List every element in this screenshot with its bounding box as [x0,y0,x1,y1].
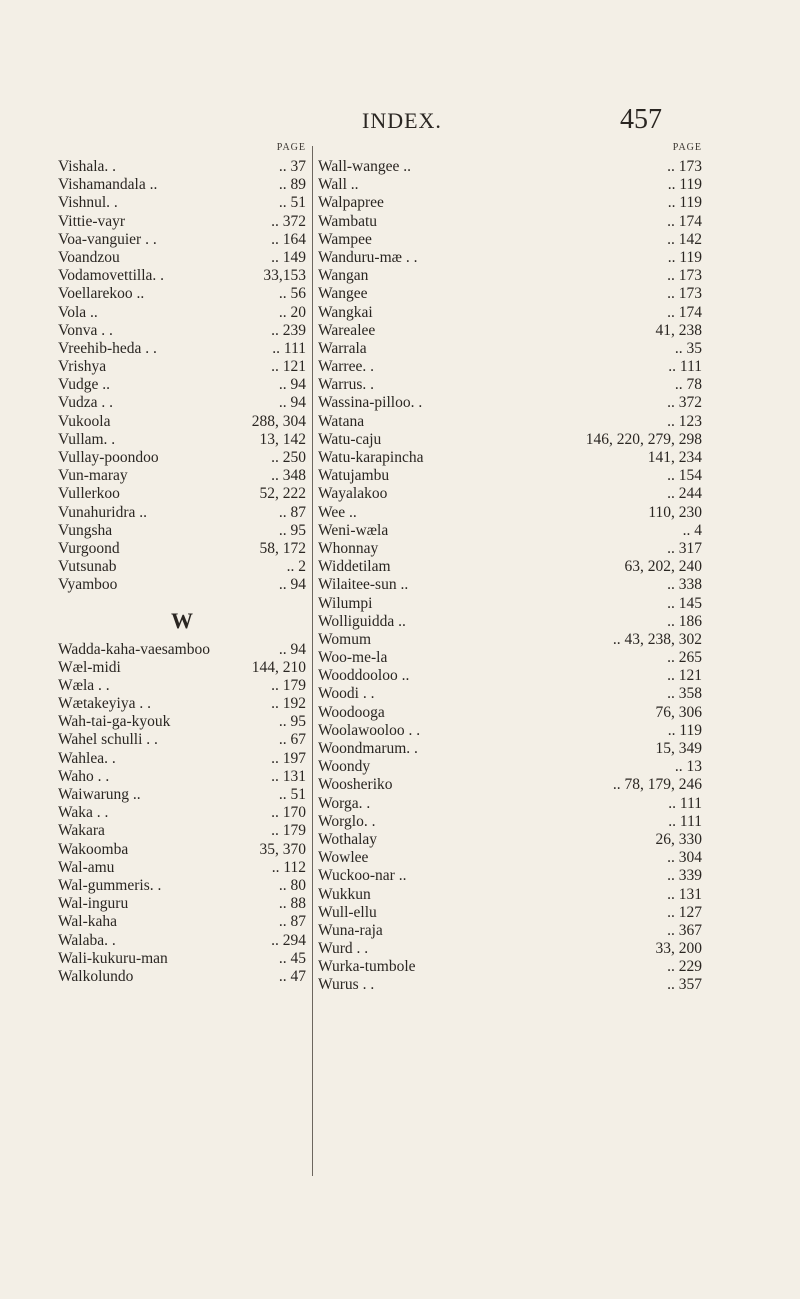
index-entry [318,904,702,922]
page-references: .. 348 [271,467,306,485]
page-references: .. 154 [667,467,702,485]
page-references: .. 170 [271,804,306,822]
index-entry [58,485,306,503]
index-entry [318,376,702,394]
index-entry [58,968,306,986]
index-entry [58,895,306,913]
index-term: Vonva . . [58,321,113,339]
page-references: 41, 238 [655,321,702,339]
index-entry [58,231,306,249]
page-references: .. 20 [278,303,306,321]
index-term: Warree. . [318,358,374,376]
index-column-right [318,142,702,995]
page-references: .. 358 [667,685,702,703]
index-entry [58,822,306,840]
page-references: .. 51 [278,786,306,803]
index-term: Wanduru-mæ . . [318,248,418,266]
index-entry [318,358,702,376]
index-term: Waiwarung .. [58,786,141,803]
page-references: .. 119 [667,176,702,194]
index-term: Wowlee [318,849,369,867]
index-entry [58,750,306,768]
page-references: .. 87 [278,913,306,931]
index-entry [318,231,702,249]
page-references: .. 174 [667,212,702,230]
page-references: .. 43, 238, 302 [612,630,702,648]
page-references: .. 192 [271,695,306,713]
index-entry [58,877,306,895]
page-references: .. 174 [667,303,702,321]
index-term: Wampee [318,230,372,248]
index-term: Vudza . . [58,394,114,412]
index-term: Woondmarum. . [318,740,418,757]
page-references: 63, 202, 240 [624,558,702,576]
index-term: Worglo. . [318,812,376,830]
index-entry [58,641,306,659]
index-entry [318,595,702,613]
index-entry [58,932,306,950]
index-term: Vun-maray [58,467,128,485]
page-references: .. 95 [278,713,306,731]
index-term: Wukkun [318,885,371,903]
index-term: Watu-caju [318,430,382,448]
index-term: Woodooga [318,703,385,721]
index-term: Wæl-midi [58,658,121,676]
index-term: Wee .. [318,503,357,521]
page-references: 26, 330 [655,830,702,848]
index-term: Wolliguidda .. [318,612,406,630]
index-entry [318,340,702,358]
page-number: 457 [620,104,662,135]
page-references: .. 250 [271,449,306,466]
page-references: 15, 349 [655,740,702,757]
index-term: Wangee [318,285,368,303]
index-entry [318,722,702,740]
index-term: Wæla . . [58,676,110,694]
index-entry [58,304,306,322]
index-entry [58,158,306,176]
index-term: Wothalay [318,830,378,848]
index-term: Waho . . [58,767,110,785]
index-term: Wal-gummeris. . [58,876,162,894]
page-references: .. 119 [667,721,702,739]
index-entry [58,540,306,558]
index-entry [58,267,306,285]
page-references: .. 149 [271,248,306,266]
page-references: .. 4 [682,521,702,539]
index-term: Wakara [58,822,105,840]
page-references: .. 186 [667,612,702,630]
index-term: Woosheriko [318,776,393,794]
column-divider [312,146,313,1176]
page-references: 35, 370 [259,840,306,858]
page-references: .. 37 [278,158,306,175]
index-term: Vreehib-heda . . [58,339,157,357]
page-references: .. 123 [667,412,702,430]
page-references: .. 372 [271,212,306,230]
index-term: Weni-wæla [318,521,389,539]
page-references: 33,153 [263,267,306,285]
index-term: Wahel schulli . . [58,731,158,749]
page-references: .. 94 [278,576,306,594]
index-term: Wal-kaha [58,913,117,931]
index-entry [58,249,306,267]
index-term: Warrus. . [318,376,374,394]
index-entry [58,677,306,695]
page-references: 141, 234 [647,449,702,466]
index-entry [58,859,306,877]
page-references: .. 111 [668,812,702,830]
index-term: Walaba. . [58,931,116,949]
index-entry [58,731,306,749]
index-entry [318,867,702,885]
index-term: Wilaitee-sun .. [318,576,409,594]
page-references: .. 294 [271,931,306,949]
index-entry [318,776,702,794]
index-entry [318,667,702,685]
index-term: Whonnay [318,539,379,557]
page-references: .. 127 [667,903,702,921]
index-entry [318,522,702,540]
index-entry [318,194,702,212]
page-references: .. 111 [668,358,702,376]
index-entry [58,285,306,303]
index-entry [58,695,306,713]
page-references: 146, 220, 279, 298 [585,430,702,448]
index-entry [318,158,702,176]
index-entry [58,504,306,522]
page-references: .. 89 [278,176,306,194]
page-references: .. 78 [674,376,702,394]
index-term: Vutsunab [58,558,117,576]
index-entry [58,659,306,677]
index-entry [318,958,702,976]
index-entry [318,631,702,649]
index-entry [58,213,306,231]
index-term: Wurus . . [318,976,375,994]
index-entry [318,467,702,485]
index-term: Wætakeyiya . . [58,695,151,713]
index-term: Wangan [318,267,369,285]
page-references: .. 119 [667,248,702,266]
index-term: Woo-me-la [318,649,388,667]
index-term: Watana [318,412,365,430]
page-references: .. 56 [278,285,306,303]
page-references: .. 173 [667,267,702,285]
page-references: .. 372 [667,394,702,412]
page-references: .. 119 [667,194,702,212]
page-references: .. 78, 179, 246 [612,776,702,794]
index-entry [318,304,702,322]
index-entry [318,413,702,431]
index-entry [318,649,702,667]
page-references: .. 173 [667,158,702,175]
index-entry [318,285,702,303]
index-entry [318,813,702,831]
page-references: 110, 230 [648,503,702,521]
page-references: 33, 200 [655,940,702,958]
index-term: Wakoomba [58,840,129,858]
page-references: .. 94 [278,640,306,658]
index-entry [58,376,306,394]
index-entry [58,950,306,968]
page-references: .. 131 [271,767,306,785]
index-entry [318,431,702,449]
page-references: .. 111 [668,794,702,812]
index-term: Vunahuridra .. [58,503,148,521]
page-references: 58, 172 [259,539,306,557]
page-column-label: PAGE [672,142,702,153]
page-references: .. 357 [667,976,702,994]
index-entry [58,558,306,576]
index-term: Wali-kukuru-man [58,949,168,967]
index-term: Wuna-raja [318,921,383,939]
page-references: .. 265 [667,649,702,667]
page-references: .. 317 [667,539,702,557]
index-term: Walkolundo [58,967,134,985]
page-references: .. 338 [667,576,702,594]
index-term: Vullay-poondoo [58,449,159,466]
index-entry [58,413,306,431]
index-entry [318,831,702,849]
page-references: 13, 142 [259,430,306,448]
index-entry [318,704,702,722]
page-column-label: PAGE [276,142,306,153]
page-references: .. 94 [278,376,306,394]
page-references: .. 197 [271,749,306,767]
index-term: Wurd . . [318,940,369,958]
index-entry [58,804,306,822]
page-references: .. 164 [271,230,306,248]
index-term: Vishala. . [58,158,117,175]
index-entry [318,322,702,340]
index-entry [318,886,702,904]
index-term: Woolawooloo . . [318,721,421,739]
index-entry [318,540,702,558]
index-entry [58,322,306,340]
index-entry [318,795,702,813]
page-references: .. 173 [667,285,702,303]
page-references: .. 67 [278,731,306,749]
index-entry [58,358,306,376]
index-term: Wall-wangee .. [318,158,411,175]
index-entry [58,176,306,194]
index-term: Waka . . [58,804,109,822]
page-references: .. 145 [667,594,702,612]
index-term: Wull-ellu [318,903,377,921]
index-entry [58,194,306,212]
page-references: .. 45 [278,949,306,967]
index-term: Vullam. . [58,430,116,448]
index-entry [58,841,306,859]
page-references: .. 80 [278,876,306,894]
index-term: Voellarekoo .. [58,285,145,303]
page-references: .. 239 [271,321,306,339]
page-references: .. 244 [667,485,702,503]
index-term: Voandzou [58,248,120,266]
section-letter-w: W [171,607,193,633]
page-references: .. 87 [278,503,306,521]
index-term: Watu-karapincha [318,449,424,466]
index-term: Vullerkoo [58,485,120,503]
page-references: .. 111 [272,339,306,357]
index-entries-right [318,158,702,995]
index-entry [318,267,702,285]
index-term: Wahlea. . [58,749,116,767]
page-references: .. 131 [667,885,702,903]
index-term: Vittie-vayr [58,212,126,230]
index-term: Vyamboo [58,576,118,594]
index-entry [318,685,702,703]
index-term: Wambatu [318,212,378,230]
page-references: 76, 306 [655,703,702,721]
index-term: Worga. . [318,794,371,812]
index-term: Woodi . . [318,685,375,703]
index-entry [318,504,702,522]
page-references: .. 229 [667,958,702,976]
page-references: .. 179 [271,676,306,694]
index-entry [58,467,306,485]
index-term: Vodamovettilla. . [58,267,165,285]
index-entry [318,213,702,231]
page-references: 52, 222 [259,485,306,503]
page-references: .. 47 [278,967,306,985]
index-term: Warrala [318,339,367,357]
page-header [0,104,800,140]
page-references: .. 121 [667,667,702,685]
page-references: .. 94 [278,394,306,412]
index-entry [58,340,306,358]
page-references: .. 88 [278,895,306,913]
page-references: 288, 304 [251,412,306,430]
index-term: Wassina-pilloo. . [318,394,423,412]
page-references: 144, 210 [251,658,306,676]
index-term: Widdetilam [318,558,391,576]
index-entry [318,176,702,194]
index-term: Wall .. [318,176,359,194]
index-term: Wangkai [318,303,373,321]
index-entry [318,558,702,576]
index-entry [318,394,702,412]
index-entry [318,249,702,267]
index-term: Vishnul. . [58,194,118,212]
index-entry [58,449,306,467]
index-term: Wooddooloo .. [318,667,410,685]
index-entry [318,576,702,594]
index-term: Wal-amu [58,858,115,876]
page-references: .. 339 [667,867,702,885]
index-term: Wurka-tumbole [318,958,416,976]
index-entry [318,758,702,776]
running-title: INDEX. [362,108,442,133]
index-entry [318,940,702,958]
page-references: .. 367 [667,921,702,939]
index-entry [318,613,702,631]
index-term: Voa-vanguier . . [58,230,157,248]
index-term: Wilumpi [318,594,373,612]
index-entry [58,522,306,540]
page-references: .. 142 [667,230,702,248]
index-term: Vukoola [58,412,111,430]
page-references: .. 2 [286,558,306,576]
index-entry [58,576,306,594]
index-entry [58,394,306,412]
index-term: Vrishya [58,358,107,376]
index-term: Woondy [318,758,371,776]
index-term: Walpapree [318,194,384,212]
index-entry [58,913,306,931]
index-term: Wal-inguru [58,895,129,913]
index-term: Vishamandala .. [58,176,158,194]
page-references: .. 13 [674,758,702,776]
page-references: .. 95 [278,521,306,539]
index-entry [58,713,306,731]
index-term: Warealee [318,321,376,339]
index-term: Wuckoo-nar .. [318,867,407,885]
index-entry [58,431,306,449]
index-term: Wadda-kaha-vaesamboo [58,640,210,658]
page-references: .. 35 [674,339,702,357]
index-entry [318,740,702,758]
index-entry [318,849,702,867]
index-term: Watujambu [318,467,390,485]
index-term: Vungsha [58,521,113,539]
index-entry [318,922,702,940]
index-term: Vudge .. [58,376,111,394]
index-term: Vola .. [58,303,98,321]
index-entry [318,485,702,503]
index-term: Womum [318,630,372,648]
index-term: Wah-tai-ga-kyouk [58,713,171,731]
page-references: .. 112 [271,858,306,876]
page-references: .. 304 [667,849,702,867]
index-term: Vurgoond [58,539,120,557]
index-entries-w [58,641,306,987]
page-references: .. 121 [271,358,306,376]
page-references: .. 179 [271,822,306,840]
index-entries-v [58,158,306,595]
index-entry [58,786,306,804]
index-column-left [58,142,306,986]
index-entry [318,976,702,994]
index-entry [318,449,702,467]
page-references: .. 51 [278,194,306,212]
index-term: Wayalakoo [318,485,388,503]
index-entry [58,768,306,786]
